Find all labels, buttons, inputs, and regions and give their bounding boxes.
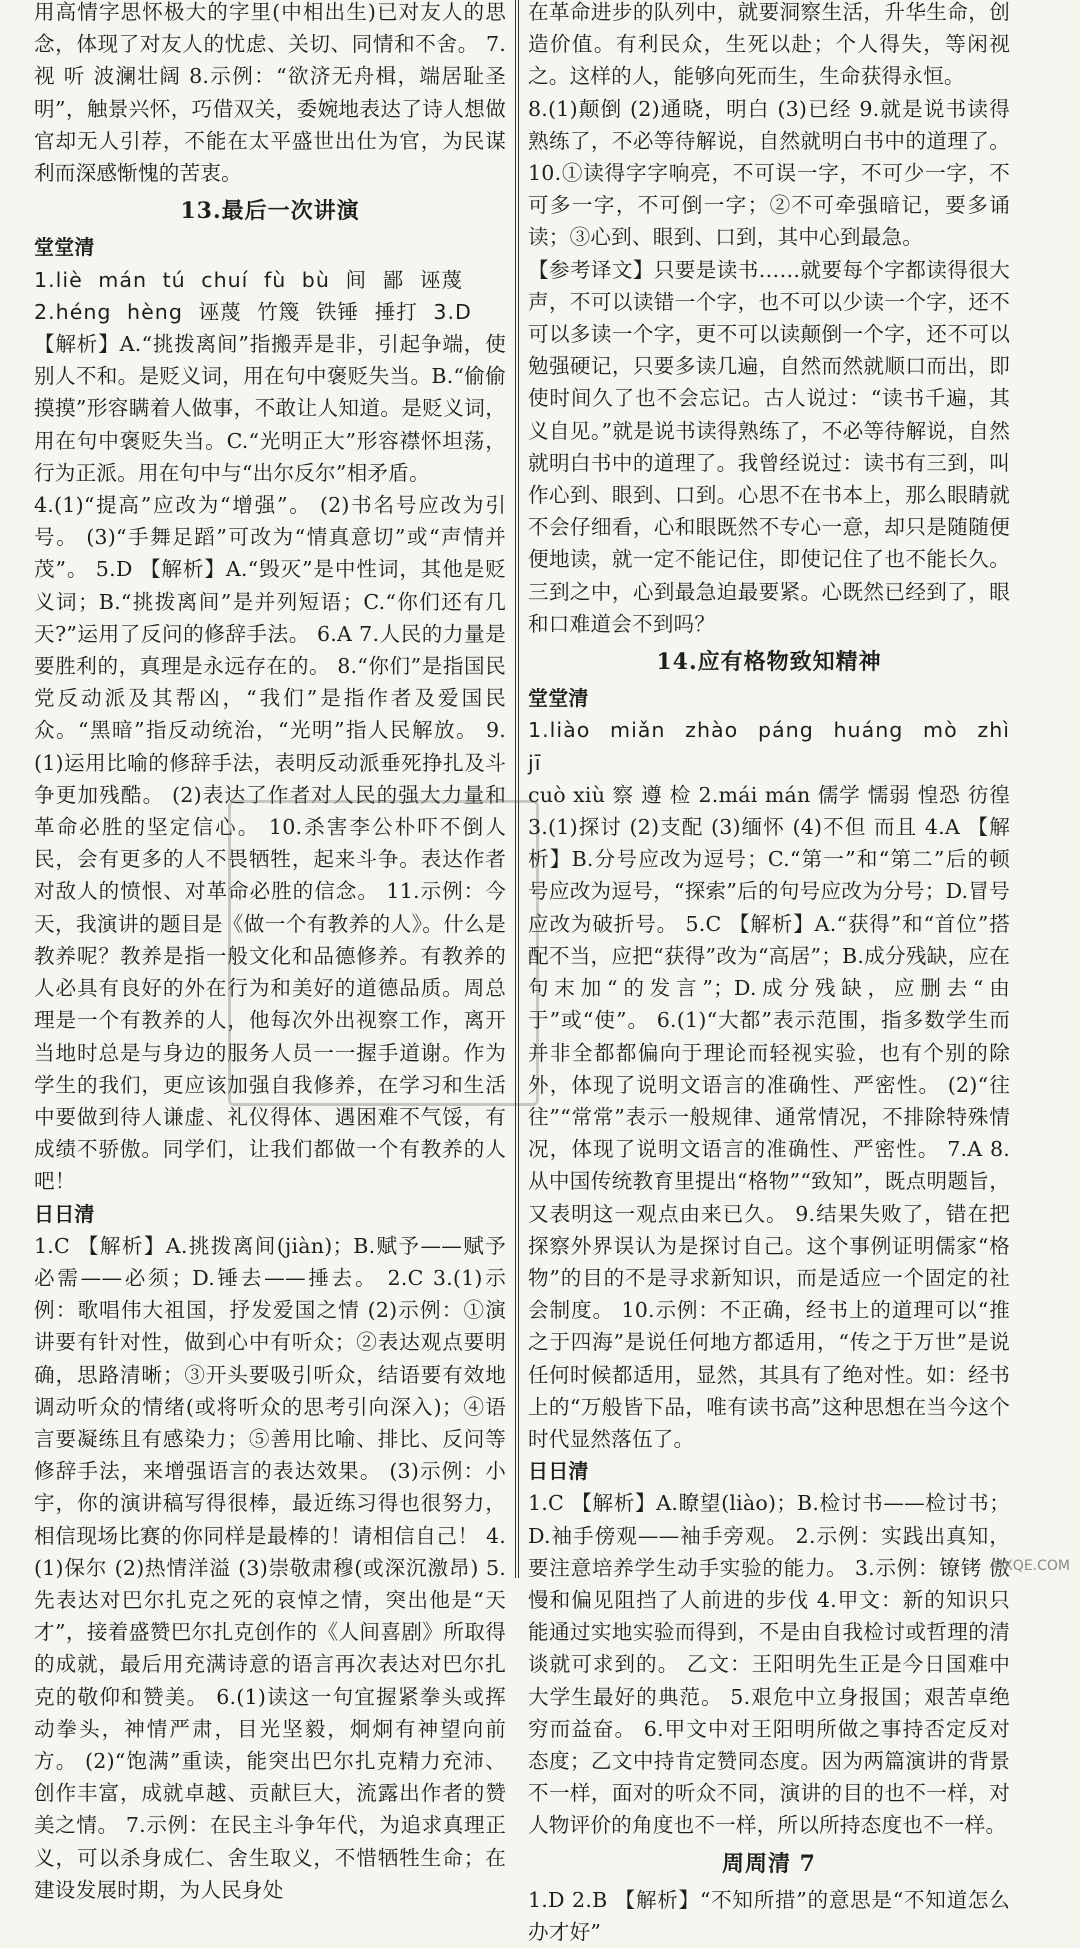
subheading-ririqing: 日日清 xyxy=(34,1201,95,1226)
section-heading-week: 周周清 7 xyxy=(722,1850,816,1877)
paragraph: 【解析】A.“挑拨离间”指搬弄是非，引起争端，使别人不和。是贬义词，用在句中褒贬失当。B.“偷偷摸摸”形容瞒着人做事，不敢让人知道。是贬义词，用在句中褒贬失当。C.“光明正大”形容襟怀坦荡，行为正派。用在句中与“出尔反尔”相矛盾。 xyxy=(34,332,506,485)
paragraph: 4.(1)“提高”应改为“增强”。 (2)书名号应改为引号。 (3)“手舞足蹈”可改为“情真意切”或“声情并茂”。 5.D 【解析】A.“毁灭”是中性词，其他是贬义词；B.“挑拨离间”是并列短语；C.“你们还有几天?”运用了反问的修辞手法。 6.A 7.人民的力量是要胜利的，真理是永远存在的。 8.“你们”是指国民党反动派及其帮凶，“我们”是指作者及爱国民众。“黑暗”指反动统治，“光明”指人民解放。 9.(1)运用比喻的修辞手法，表明反动派垂死挣扎及斗争更加残酷。 (2)表达了作者对人民的强大力量和革命必胜的坚定信心。 10.杀害李公朴吓不倒人民，会有更多的人不畏牺牲，起来斗争。表达作者对敌人的愤恨、对革命必胜的信念。 11.示例：今天，我演讲的题目是《做一个有教养的人》。什么是教养呢？教养是指一般文化和品德修养。有教养的人必具有良好的外在行为和美好的道德品质。周总理是一个有教养的人，他每次外出视察工作，离开当地时总是与身边的服务人员一一握手道谢。作为学生的我们，更应该加强自我修养，在学习和生活中要做到待人谦虚、礼仪得体、遇困难不气馁，有成绩不骄傲。同学们，让我们都做一个有教养的人吧！ xyxy=(34,493,506,1194)
section-heading-14: 14.应有格物致知精神 xyxy=(656,649,882,676)
paragraph: 1.D 2.B 【解析】“不知所措”的意思是“不知道怎么办才好” xyxy=(528,1887,1010,1944)
stamp-mark xyxy=(228,800,539,1106)
subheading-ririqing: 日日清 xyxy=(528,1459,589,1484)
paragraph: 用高情字思怀极大的字里(中相出生)已对友人的思念，体现了对友人的忧虑、关切、同情和不舍。 7.视 听 波澜壮阔 8.示例：“欲济无舟楫，端居耻圣明”，触景兴怀，巧借双关，委婉地表达了诗人想做官却无人引荐，不能在太平盛世出仕为官，为民谋利而深感惭愧的苦衷。 xyxy=(34,0,506,186)
watermark-logo: MXQE.COM xyxy=(991,1558,1070,1574)
pinyin-line: 2.héng hèng 诬蔑 竹篾 铁锤 捶打 3.D xyxy=(34,299,472,324)
pinyin-line: 1.liè mán tú chuí fù bù 间 鄙 诬蔑 xyxy=(34,267,463,292)
pinyin-line: 1.liào miǎn zhào páng huáng mò zhì jī xyxy=(528,718,1010,775)
subheading-tangtangqing: 堂堂清 xyxy=(528,686,589,711)
paragraph: 8.(1)颠倒 (2)通晓，明白 (3)已经 9.就是说书读得熟练了，不必等待解说，自然就明白书中的道理了。 10.①读得字字响亮，不可误一字，不可少一字，不可多一字，不可倒一字；②不可牵强暗记，要多诵读；③心到、眼到、口到，其中心到最急。 xyxy=(528,96,1010,250)
section-heading-13: 13.最后一次讲演 xyxy=(180,198,360,225)
paragraph: 在革命进步的队列中，就要洞察生活，升华生命，创造价值。有利民众，生死以赴；个人得失，等闲视之。这样的人，能够向死而生，生命获得永恒。 xyxy=(528,0,1010,89)
right-column xyxy=(528,0,1010,1944)
paragraph: 1.C 【解析】A.瞭望(liào)；B.检讨书——检讨书；D.袖手傍观——袖手旁观。 2.示例：实践出真知，要注意培养学生动手实验的能力。 3.示例：镣铐 傲慢和偏见阻挡了人前进的步伐 4.甲文：新的知识只能通过实地实验而得到，不是由自我检讨或哲理的清谈就可求到的。 乙文：王阳明先生正是今日国难中大学生最好的典范。 5.艰危中立身报国；艰苦卓绝穷而益奋。 6.甲文中对王阳明所做之事持否定反对态度；乙文中持肯定赞同态度。因为两篇演讲的背景不一样，面对的听众不同，演讲的目的也不一样，对人物评价的角度也不一样，所以所持态度也不一样。 xyxy=(528,1491,1010,1838)
left-column xyxy=(34,0,506,1902)
subheading-tangtangqing: 堂堂清 xyxy=(34,235,95,260)
paragraph: 【参考译文】只要是读书……就要每个字都读得很大声，不可以读错一个字，也不可以少读一个字，还不可以多读一个字，更不可以读颠倒一个字，还不可以勉强硬记，只要多读几遍，自然而然就顺口而出，即使时间久了也不会忘记。古人说过：“读书千遍，其义自见。”就是说书读得熟练了，不必等待解说，自然就明白书中的道理了。我曾经说过：读书有三到，叫作心到、眼到、口到。心思不在书本上，那么眼睛就不会仔细看，心和眼既然不专心一意，却只是随随便便地读，就一定不能记住，即使记住了也不能长久。三到之中，心到最急迫最要紧。心既然已经到了，眼和口难道会不到吗？ xyxy=(528,257,1010,636)
paragraph: 1.C 【解析】A.挑拨离间(jiàn)；B.赋予——赋予 必需——必须；D.锤去——捶去。 2.C 3.(1)示例：歌唱伟大祖国，抒发爱国之情 (2)示例：①演讲要有针对性，做到心中有听众；②表达观点要明确，思路清晰；③开头要吸引听众，结语要有效地调动听众的情绪(或将听众的思考引向深入)；④语言要凝练且有感染力；⑤善用比喻、排比、反问等修辞手法，来增强语言的表达效果。 (3)示例：小宇，你的演讲稿写得很棒，最近练习得也很努力，相信现场比赛的你同样是最棒的！请相信自己！ 4.(1)保尔 (2)热情洋溢 (3)崇敬肃穆(或深沉激昂) 5.先表达对巴尔扎克之死的哀悼之情，突出他是“天才”，接着盛赞巴尔扎克创作的《人间喜剧》所取得的成就，最后用充满诗意的语言再次表达对巴尔扎克的敬仰和赞美。 6.(1)读这一句宜握紧拳头或挥动拳头，神情严肃，目光坚毅，炯炯有神望向前方。 (2)“饱满”重读，能突出巴尔扎克精力充沛、创作丰富，成就卓越、贡献巨大，流露出作者的赞美之情。 7.示例：在民主斗争年代，为追求真理正义，可以杀身成仁、舍生取义，不惜牺牲生命；在建设发展时期，为人民身处 xyxy=(34,1233,506,1902)
paragraph: cuò xiù 察 遵 检 2.mái mán 儒学 懦弱 惶恐 彷徨 3.(1)探讨 (2)支配 (3)缅怀 (4)不但 而且 4.A 【解析】B.分号应改为逗号；C.“第一”和“第二”后的顿号应改为逗号，“探索”后的句号应改为分号；D.冒号应改为破折号。 5.C 【解析】A.“获得”和“首位”搭配不当，应把“获得”改为“高居”；B.成分残缺，应在句末加“的发言”；D.成分残缺，应删去“由于”或“使”。 6.(1)“大都”表示范围，指多数学生而并非全都都偏向于理论而轻视实验，也有个别的除外，体现了说明文语言的准确性、严密性。 (2)“往往”“常常”表示一般规律、通常情况，不排除特殊情况，体现了说明文语言的准确性、严密性。 7.A 8.从中国传统教育里提出“格物”“致知”，既点明题旨，又表明这一观点由来已久。 9.结果失败了，错在把探察外界误认为是探讨自己。这个事例证明儒家“格物”的目的不是寻求新知识，而是适应一个固定的社会制度。 10.示例：不正确，经书上的道理可以“推之于四海”是说任何地方都适用，“传之于万世”是说任何时候都适用，显然，其具有了绝对性。如：经书上的“万般皆下品，唯有读书高”这种思想在当今这个时代显然落伍了。 xyxy=(528,782,1010,1451)
column-divider xyxy=(515,0,519,1578)
